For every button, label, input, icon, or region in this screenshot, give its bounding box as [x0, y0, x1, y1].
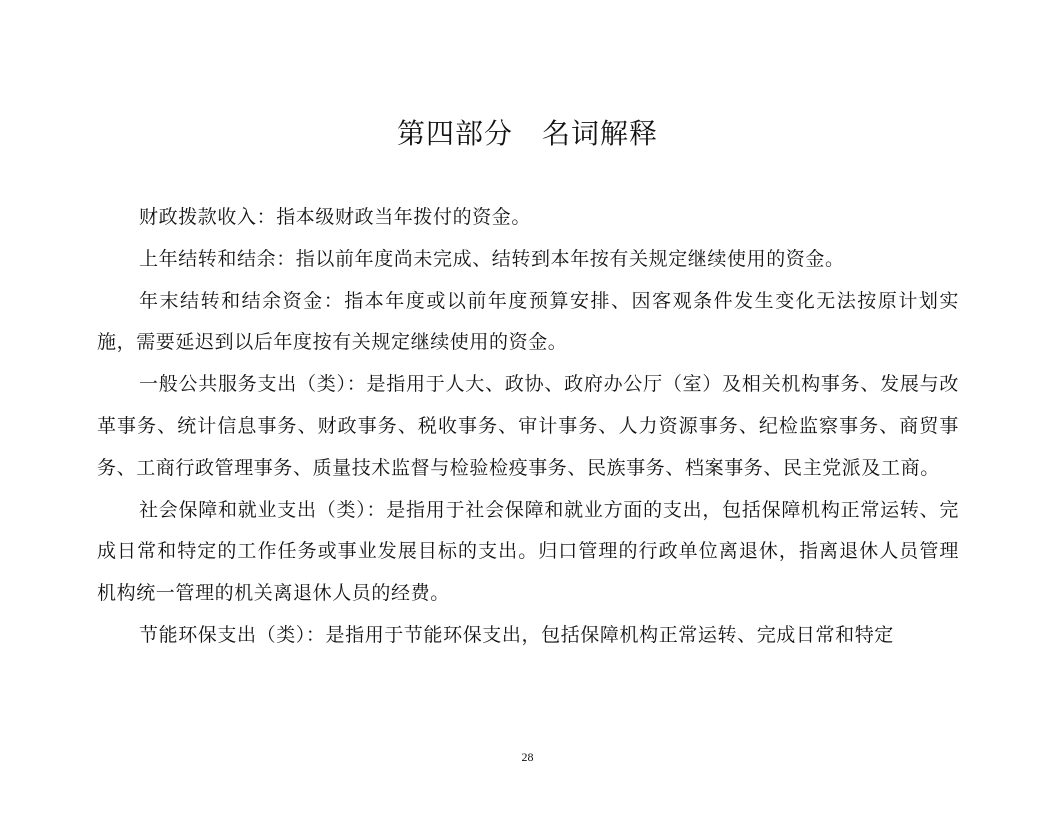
document-body [97, 197, 959, 657]
page-number: 28 [521, 750, 534, 764]
paragraph-social-security-employment: 社会保障和就业支出（类）：是指用于社会保障和就业方面的支出，包括保障机构正常运转、完成日常和特定的工作任务或事业发展目标的支出。归口管理的行政单位离退休，指离退休人员管理机构统一管理的机关离退休人员的经费。 [97, 498, 959, 605]
paragraph-fiscal-appropriation-income: 财政拨款收入：指本级财政当年拨付的资金。 [139, 206, 532, 228]
paragraph-prior-year-carryover: 上年结转和结余：指以前年度尚未完成、结转到本年按有关规定继续使用的资金。 [139, 247, 845, 270]
paragraph-year-end-carryover: 年末结转和结余资金：指本年度或以前年度预算安排、因客观条件发生变化无法按原计划实施，需要延迟到以后年度按有关规定继续使用的资金。 [97, 289, 959, 354]
paragraph-general-public-services: 一般公共服务支出（类）：是指用于人大、政协、政府办公厅（室）及相关机构事务、发展与改革事务、统计信息事务、财政事务、税收事务、审计事务、人力资源事务、纪检监察事务、商贸事务、工商行政管理事务、质量技术监督与检验检疫事务、民族事务、档案事务、民主党派及工商。 [97, 373, 959, 479]
page-title: 第四部分 名词解释 [396, 117, 658, 150]
paragraph-energy-environment: 节能环保支出（类）：是指用于节能环保支出，包括保障机构正常运转、完成日常和特定 [139, 623, 894, 646]
